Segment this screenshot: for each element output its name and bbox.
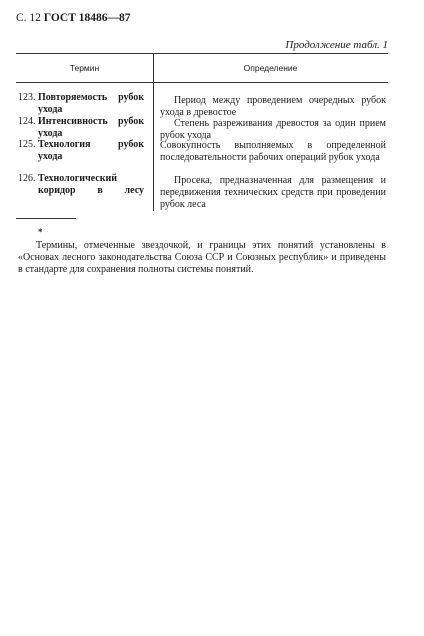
- row-number: 123.: [18, 92, 36, 103]
- page-header: [16, 12, 131, 24]
- table-top-rule: [16, 53, 388, 54]
- term-cell: Технология рубок ухода: [38, 139, 144, 162]
- footnote-marker: *: [38, 227, 43, 237]
- definition-cell: Просека, предназначенная для размещения и передвижения технических средств при проведении рубок леса: [160, 175, 386, 210]
- term-cell: Повторяемость рубок ухода: [38, 92, 144, 115]
- definition-cell: Период между проведением очередных рубок ухода в древостое: [160, 95, 386, 118]
- footnote-text: Термины, отмеченные звездочкой, и границы этих понятий установлены в «Основах лесного законодательства Союза ССР и Союзных республик» и приведены в стандарте для сохранения полноты системы понятий.: [18, 240, 386, 275]
- row-number: 125.: [18, 139, 36, 150]
- term-cell: Технологический коридор в лесу: [38, 173, 144, 196]
- definition-cell: Совокупность выполняемых в определенной последовательности рабочих операций рубок ухода: [160, 140, 386, 163]
- column-header-term: Термин: [69, 63, 100, 73]
- row-number: 126.: [18, 173, 36, 184]
- column-header-definition: Определение: [243, 63, 298, 73]
- term-cell: Интенсивность рубок ухода: [38, 116, 144, 139]
- column-divider: [153, 53, 154, 211]
- footnote-separator: [16, 218, 76, 219]
- page-number: С. 12: [16, 12, 41, 24]
- table-caption: Продолжение табл. 1: [285, 39, 388, 51]
- row-number: 124.: [18, 116, 36, 127]
- standard-number: ГОСТ 18486—87: [43, 12, 131, 24]
- header-bottom-rule: [16, 82, 388, 83]
- definition-cell: Степень разреживания древостоя за один прием рубок ухода: [160, 118, 386, 141]
